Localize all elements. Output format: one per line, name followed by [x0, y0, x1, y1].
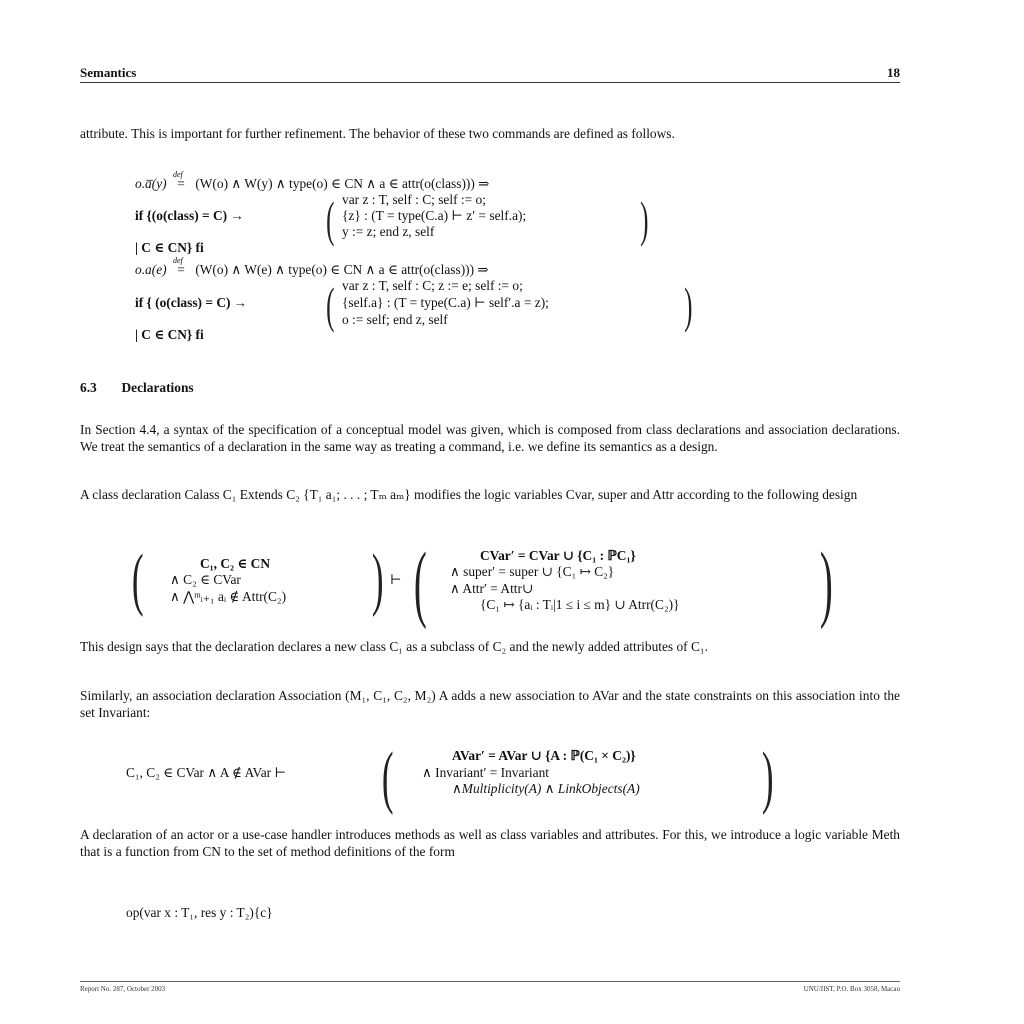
def-label: def: [172, 170, 183, 179]
setter-definition-line: o.a(e) def = (W(o) ∧ W(e) ∧ type(o) ∈ CN ∧ a ∈ attr(o(class))) ⇒: [135, 262, 489, 278]
left-paren: (: [413, 534, 427, 630]
association-postcondition-line: ∧ Invariant′ = Invariant: [422, 765, 549, 780]
right-paren: ): [640, 191, 649, 247]
association-postcondition-line: AVar′ = AVar ∪ {A : ℙ(C₁ × C₂)}: [452, 748, 636, 763]
class-precondition-line: ∧ ⋀ᵐᵢ₊₁ aᵢ ∉ Attr(C₂): [170, 589, 287, 604]
footer-address: UNU/IIST, P.O. Box 3058, Macau: [803, 985, 900, 993]
section-number: 6.3: [80, 380, 97, 395]
getter-body-line: {z} : (T = type(C.a) ⊢ z′ = self.a);: [342, 208, 527, 223]
association-postcondition-line: ∧Multiplicity(A) ∧ LinkObjects(A): [452, 781, 640, 796]
intro-paragraph: attribute. This is important for further refinement. The behavior of these two commands are defined as follows.: [80, 126, 675, 141]
left-paren: (: [131, 541, 144, 618]
association-precondition: C₁, C₂ ∈ CVar ∧ A ∉ AVar ⊢: [126, 765, 286, 780]
getter-if-clause: if {(o(class) = C) →: [135, 208, 244, 223]
left-paren: (: [326, 277, 335, 333]
setter-closing: | C ∈ CN} fi: [135, 327, 204, 342]
getter-definition-line: o.a̅(y) def = (W(o) ∧ W(y) ∧ type(o) ∈ CN ∧ a ∈ attr(o(class))) ⇒: [135, 176, 489, 192]
right-paren: ): [684, 277, 693, 333]
class-postcondition-line: {C₁ ↦ {aᵢ : Tᵢ|1 ≤ i ≤ m} ∪ Atrr(C₂)}: [480, 597, 680, 612]
class-precondition-line: C₁, C₂ ∈ CN: [200, 556, 271, 571]
getter-body-line: var z : T, self : C; self := o;: [342, 192, 486, 207]
left-paren: (: [326, 191, 335, 247]
paragraph: A class declaration Calass C₁ Extends C₂ {T₁ a₁; . . . ; Tₘ aₘ} modifies the logic variables Cvar, super and Attr according to the following design: [80, 487, 858, 502]
def-label: def: [172, 256, 183, 265]
paragraph: In Section 4.4, a syntax of the specification of a conceptual model was given, which is composed from class declarations and association declarations. We treat the semantics of a declaration in the same way as treating a command, i.e. we define its semantics as a design.: [80, 422, 900, 454]
footer-rule: [80, 981, 900, 982]
class-postcondition-line: CVar′ = CVar ∪ {C₁ : ℙC₁}: [480, 548, 636, 563]
footer-report: Report No. 287, October 2003: [80, 985, 166, 993]
setter-if-clause: if { (o(class) = C) →: [135, 295, 248, 310]
header-rule: [80, 82, 900, 83]
running-header-title: Semantics: [80, 65, 137, 80]
right-paren: ): [761, 739, 774, 816]
section-title: Declarations: [121, 380, 194, 395]
setter-rhs: (W(o) ∧ W(e) ∧ type(o) ∈ CN ∧ a ∈ attr(o(class))) ⇒: [195, 262, 489, 277]
getter-rhs: (W(o) ∧ W(y) ∧ type(o) ∈ CN ∧ a ∈ attr(o(class))) ⇒: [195, 176, 490, 191]
turnstile-symbol: ⊢: [390, 572, 402, 587]
setter-body-line: var z : T, self : C; z := e; self := o;: [342, 278, 523, 293]
getter-lhs: o.a̅(y): [135, 176, 167, 191]
class-postcondition-line: ∧ super′ = super ∪ {C₁ ↦ C₂}: [450, 564, 615, 579]
page-number: 18: [887, 65, 900, 80]
left-paren: (: [381, 739, 394, 816]
setter-body-line: {self.a} : (T = type(C.a) ⊢ self′.a = z);: [342, 295, 549, 310]
method-form-formula: op(var x : T₁, res y : T₂){c}: [126, 905, 273, 920]
setter-lhs: o.a(e): [135, 262, 167, 277]
class-precondition-line: ∧ C₂ ∈ CVar: [170, 572, 241, 587]
right-paren: ): [371, 541, 384, 618]
class-postcondition-line: ∧ Attr′ = Attr∪: [450, 581, 534, 596]
paragraph: This design says that the declaration declares a new class C₁ as a subclass of C₂ and the newly added attributes of C₁.: [80, 639, 708, 654]
setter-body-line: o := self; end z, self: [342, 312, 448, 327]
getter-closing: | C ∈ CN} fi: [135, 240, 204, 255]
right-paren: ): [819, 534, 833, 630]
paragraph: Similarly, an association declaration Association (M₁, C₁, C₂, M₂) A adds a new association to AVar and the state constraints on this association into the set Invariant:: [80, 688, 900, 720]
paragraph: A declaration of an actor or a use-case handler introduces methods as well as class variables and attributes. For this, we introduce a logic variable Meth that is a function from CN to the set of method definitions of the form: [80, 827, 900, 859]
getter-body-line: y := z; end z, self: [342, 224, 435, 239]
section-heading: [80, 380, 194, 396]
